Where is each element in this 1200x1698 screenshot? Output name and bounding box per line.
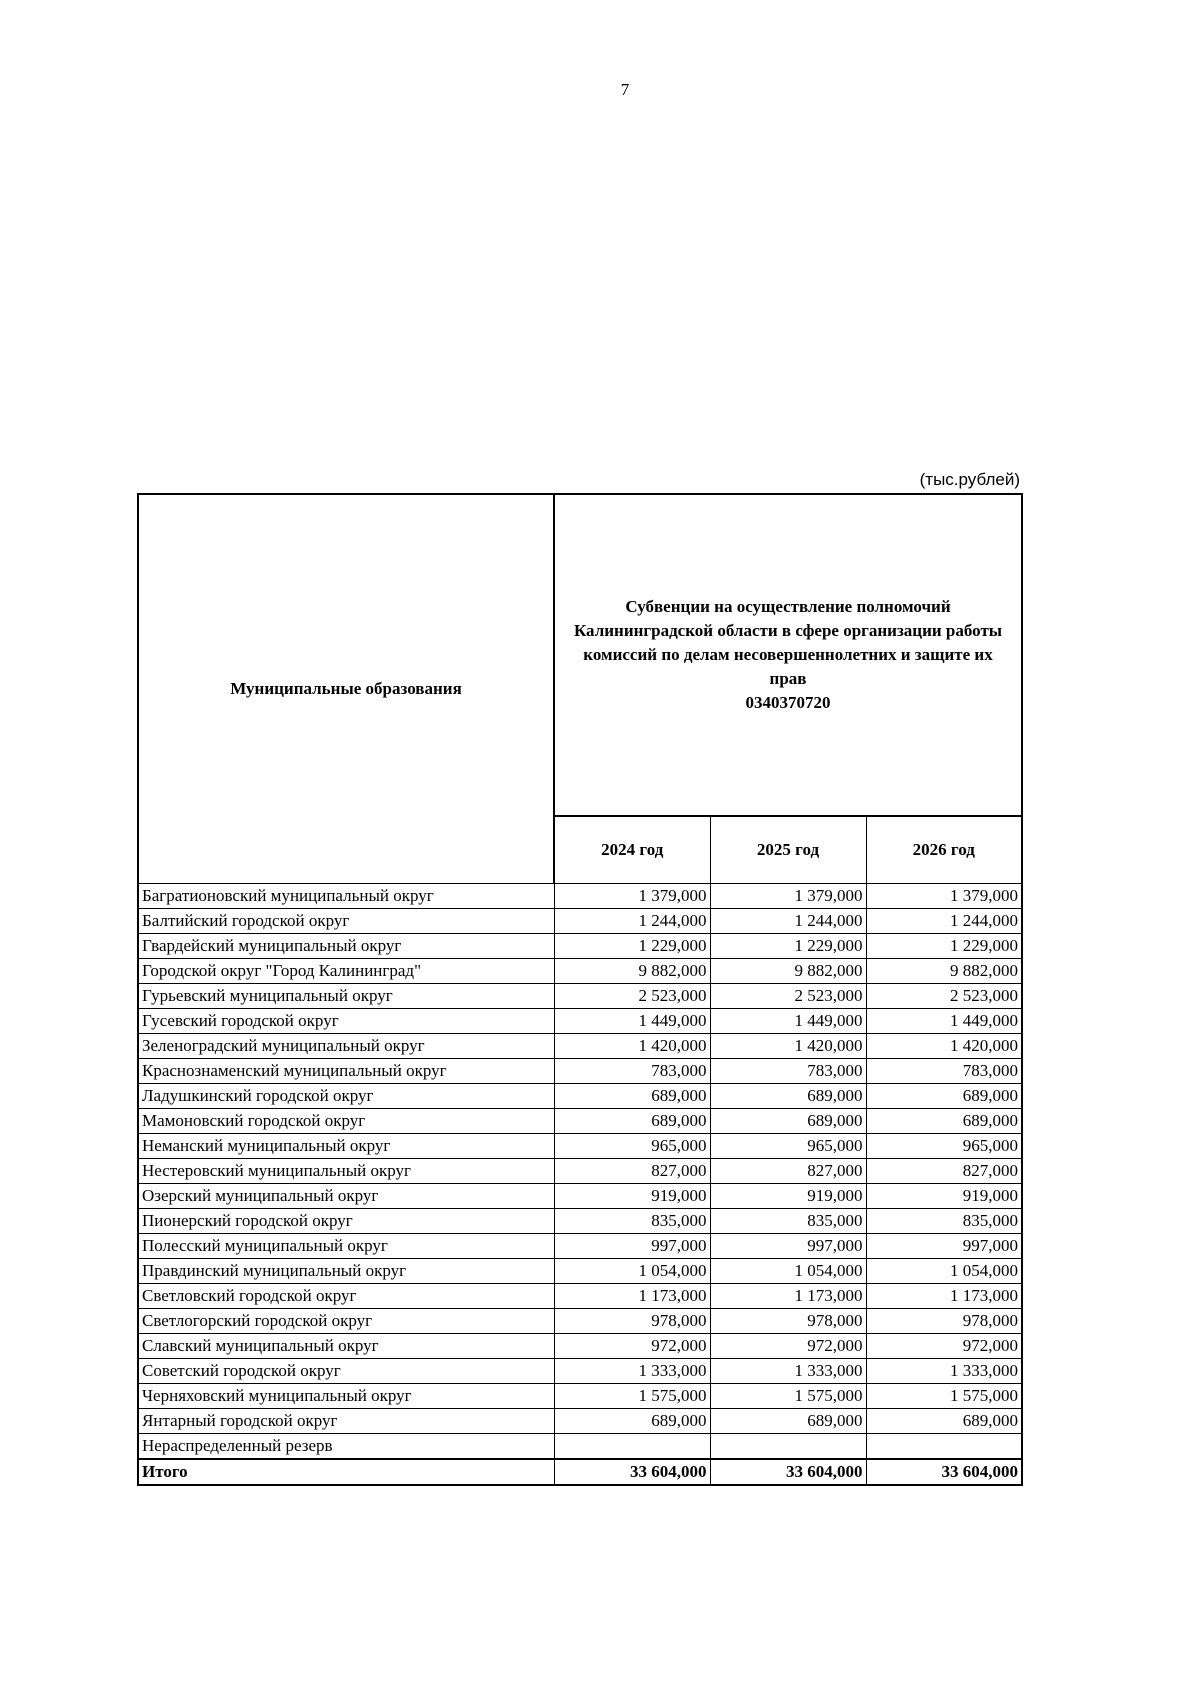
value-2025: 1 420,000 <box>710 1034 866 1059</box>
value-2026: 1 229,000 <box>866 934 1022 959</box>
table-row <box>138 1359 1022 1384</box>
municipality-name: Янтарный городской округ <box>138 1409 554 1434</box>
value-2024: 1 244,000 <box>554 909 710 934</box>
value-2026: 1 244,000 <box>866 909 1022 934</box>
value-2024: 919,000 <box>554 1184 710 1209</box>
units-label: (тыс.рублей) <box>919 470 1020 489</box>
value-2025: 972,000 <box>710 1334 866 1359</box>
table-row <box>138 1184 1022 1209</box>
year-header-2026: 2026 год <box>866 816 1022 883</box>
table-row <box>138 1059 1022 1084</box>
municipality-name: Нестеровский муниципальный округ <box>138 1159 554 1184</box>
total-value-2025: 33 604,000 <box>710 1459 866 1485</box>
total-value-2024: 33 604,000 <box>554 1459 710 1485</box>
table-row <box>138 1109 1022 1134</box>
value-2024: 689,000 <box>554 1109 710 1134</box>
value-2024: 1 575,000 <box>554 1384 710 1409</box>
table-row <box>138 984 1022 1009</box>
value-2024: 783,000 <box>554 1059 710 1084</box>
value-2024: 1 379,000 <box>554 884 710 909</box>
value-2026: 689,000 <box>866 1084 1022 1109</box>
value-2026: 1 333,000 <box>866 1359 1022 1384</box>
municipality-name: Светлогорский городской округ <box>138 1309 554 1334</box>
total-value-2026: 33 604,000 <box>866 1459 1022 1485</box>
municipality-name: Правдинский муниципальный округ <box>138 1259 554 1284</box>
value-2025: 689,000 <box>710 1109 866 1134</box>
value-2024: 1 173,000 <box>554 1284 710 1309</box>
table-row <box>138 1009 1022 1034</box>
value-2024: 997,000 <box>554 1234 710 1259</box>
municipality-name: Ладушкинский городской округ <box>138 1084 554 1109</box>
total-label: Итого <box>138 1459 554 1485</box>
value-2025: 919,000 <box>710 1184 866 1209</box>
value-2024: 9 882,000 <box>554 959 710 984</box>
year-header-2025: 2025 год <box>710 816 866 883</box>
table-body <box>138 884 1022 1486</box>
municipality-name: Мамоновский городской округ <box>138 1109 554 1134</box>
municipality-name: Гусевский городской округ <box>138 1009 554 1034</box>
municipality-name: Нераспределенный резерв <box>138 1434 554 1460</box>
municipality-name: Краснознаменский муниципальный округ <box>138 1059 554 1084</box>
value-2026: 978,000 <box>866 1309 1022 1334</box>
page-number: 7 <box>620 80 630 99</box>
value-2026: 835,000 <box>866 1209 1022 1234</box>
value-2024: 2 523,000 <box>554 984 710 1009</box>
municipality-name: Светловский городской округ <box>138 1284 554 1309</box>
value-2026: 9 882,000 <box>866 959 1022 984</box>
value-2024: 965,000 <box>554 1134 710 1159</box>
table-row <box>138 1409 1022 1434</box>
table-row <box>138 959 1022 984</box>
value-2025: 689,000 <box>710 1084 866 1109</box>
column-header-subvention <box>554 494 1022 816</box>
value-2024: 689,000 <box>554 1409 710 1434</box>
value-2026: 689,000 <box>866 1409 1022 1434</box>
value-2026: 1 575,000 <box>866 1384 1022 1409</box>
value-2025: 965,000 <box>710 1134 866 1159</box>
value-2026: 1 054,000 <box>866 1259 1022 1284</box>
value-2025: 1 229,000 <box>710 934 866 959</box>
subvention-code: 0340370720 <box>745 693 831 713</box>
municipality-name: Советский городской округ <box>138 1359 554 1384</box>
municipality-name: Неманский муниципальный округ <box>138 1134 554 1159</box>
year-header-2024: 2024 год <box>554 816 710 883</box>
value-2025: 1 379,000 <box>710 884 866 909</box>
table-row <box>138 1234 1022 1259</box>
table-row <box>138 1084 1022 1109</box>
column-header-municipalities: Муниципальные образования <box>138 494 554 884</box>
municipality-name: Гурьевский муниципальный округ <box>138 984 554 1009</box>
value-2025: 835,000 <box>710 1209 866 1234</box>
table-row <box>138 1384 1022 1409</box>
value-2026: 997,000 <box>866 1234 1022 1259</box>
value-2026: 689,000 <box>866 1109 1022 1134</box>
municipality-name: Озерский муниципальный округ <box>138 1184 554 1209</box>
municipality-name: Гвардейский муниципальный округ <box>138 934 554 959</box>
value-2026: 965,000 <box>866 1134 1022 1159</box>
value-2026: 1 449,000 <box>866 1009 1022 1034</box>
municipality-name: Славский муниципальный округ <box>138 1334 554 1359</box>
table-row <box>138 1159 1022 1184</box>
municipality-name: Балтийский городской округ <box>138 909 554 934</box>
municipality-name: Багратионовский муниципальный округ <box>138 884 554 909</box>
value-2026: 1 420,000 <box>866 1034 1022 1059</box>
total-row <box>138 1459 1022 1485</box>
value-2024: 1 229,000 <box>554 934 710 959</box>
value-2024: 972,000 <box>554 1334 710 1359</box>
value-2025: 997,000 <box>710 1234 866 1259</box>
table-row <box>138 934 1022 959</box>
value-2024: 1 420,000 <box>554 1034 710 1059</box>
value-2025: 783,000 <box>710 1059 866 1084</box>
value-2026: 919,000 <box>866 1184 1022 1209</box>
municipality-name: Полесский муниципальный округ <box>138 1234 554 1259</box>
table-row <box>138 884 1022 909</box>
table-row <box>138 1309 1022 1334</box>
value-2025: 1 173,000 <box>710 1284 866 1309</box>
value-2025: 2 523,000 <box>710 984 866 1009</box>
municipality-name: Черняховский муниципальный округ <box>138 1384 554 1409</box>
table-row <box>138 1209 1022 1234</box>
subvention-table <box>137 493 1023 1486</box>
value-2026: 1 379,000 <box>866 884 1022 909</box>
table-row <box>138 1334 1022 1359</box>
value-2025 <box>710 1434 866 1460</box>
table-row <box>138 1134 1022 1159</box>
value-2026: 783,000 <box>866 1059 1022 1084</box>
value-2025: 978,000 <box>710 1309 866 1334</box>
value-2025: 1 333,000 <box>710 1359 866 1384</box>
value-2024: 1 333,000 <box>554 1359 710 1384</box>
municipality-name: Зеленоградский муниципальный округ <box>138 1034 554 1059</box>
value-2025: 1 244,000 <box>710 909 866 934</box>
value-2024: 827,000 <box>554 1159 710 1184</box>
value-2026: 972,000 <box>866 1334 1022 1359</box>
value-2024: 689,000 <box>554 1084 710 1109</box>
value-2024 <box>554 1434 710 1460</box>
value-2026: 827,000 <box>866 1159 1022 1184</box>
value-2024: 978,000 <box>554 1309 710 1334</box>
value-2026 <box>866 1434 1022 1460</box>
table-row <box>138 909 1022 934</box>
value-2025: 689,000 <box>710 1409 866 1434</box>
table-row <box>138 1284 1022 1309</box>
value-2026: 1 173,000 <box>866 1284 1022 1309</box>
municipality-name: Городской округ "Город Калининград" <box>138 959 554 984</box>
value-2025: 1 575,000 <box>710 1384 866 1409</box>
value-2024: 835,000 <box>554 1209 710 1234</box>
value-2025: 1 054,000 <box>710 1259 866 1284</box>
value-2025: 9 882,000 <box>710 959 866 984</box>
value-2025: 1 449,000 <box>710 1009 866 1034</box>
value-2025: 827,000 <box>710 1159 866 1184</box>
subvention-description: Субвенции на осуществление полномочий Калининградской области в сфере организации работы комиссий по делам несовершеннолетних и защите их прав <box>573 597 1003 689</box>
value-2024: 1 054,000 <box>554 1259 710 1284</box>
table-row <box>138 1259 1022 1284</box>
value-2026: 2 523,000 <box>866 984 1022 1009</box>
value-2024: 1 449,000 <box>554 1009 710 1034</box>
table-row <box>138 1434 1022 1460</box>
table-row <box>138 1034 1022 1059</box>
municipality-name: Пионерский городской округ <box>138 1209 554 1234</box>
